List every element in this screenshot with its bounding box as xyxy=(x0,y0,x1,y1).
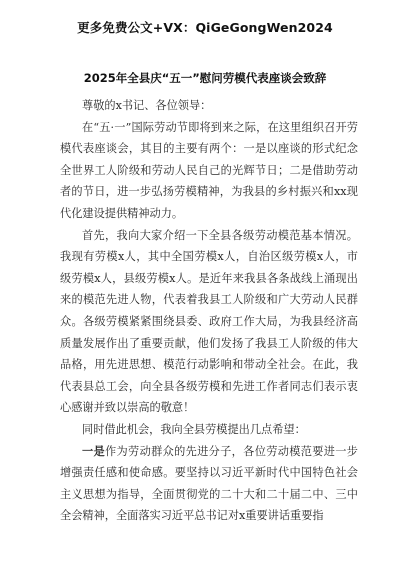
paragraph-text: 作为劳动群众的先进分子，各位劳动模范要进一步增强责任感和使命感。要坚持以习近平新时代中国特色社会主义思想为指导，全面贯彻党的二十大和二十届二中、三中全会精神，全面落实习近平总书记对x重要讲话重要指 xyxy=(60,444,358,523)
paragraph-3 xyxy=(60,419,358,441)
document-body xyxy=(60,95,358,527)
paragraph-text: 在“五·一”国际劳动节即将到来之际，在这里组织召开劳模代表座谈会，其目的主要有两个：一是以座谈的形式纪念全世界工人阶级和劳动人民自己的光辉节日；二是借助劳动者的节日，进一步弘扬劳模精神，为我县的乡村振兴和xx现代化建设提供精神动力。 xyxy=(60,120,358,220)
paragraph-4 xyxy=(60,441,358,527)
document-title: 2025年全县庆“五一”慰问劳模代表座谈会致辞 xyxy=(83,71,327,85)
salutation: 尊敬的x书记、各位领导： xyxy=(82,99,212,112)
paragraph-text: 同时借此机会，我向全县劳模提出几点希望： xyxy=(82,422,306,436)
paragraph-text: 首先，我向大家介绍一下全县各级劳动模范基本情况。我现有劳模x人，其中全国劳模x人，自治区级劳模x人，市级劳模x人，县级劳模x人。是近年来我县各条战线上涌现出来的模范先进人物，代表着我县工人阶级和广大劳动人民群众。各级劳模紧紧围绕县委、政府工作大局，为我县经济高质量发展作出了重要贡献，他们发扬了我县工人阶级的伟大品格，用先进思想、模范行动影响和带动全社会。在此，我代表县总工会，向全县各级劳模和先进工作者同志们表示衷心感谢并致以崇高的敬意！ xyxy=(60,228,358,415)
paragraph-2 xyxy=(60,225,358,419)
promo-header: 更多免费公文+VX：QiGeGongWen2024 xyxy=(77,20,333,35)
paragraph-lead: 一是 xyxy=(82,443,106,458)
paragraph-1 xyxy=(60,117,358,225)
